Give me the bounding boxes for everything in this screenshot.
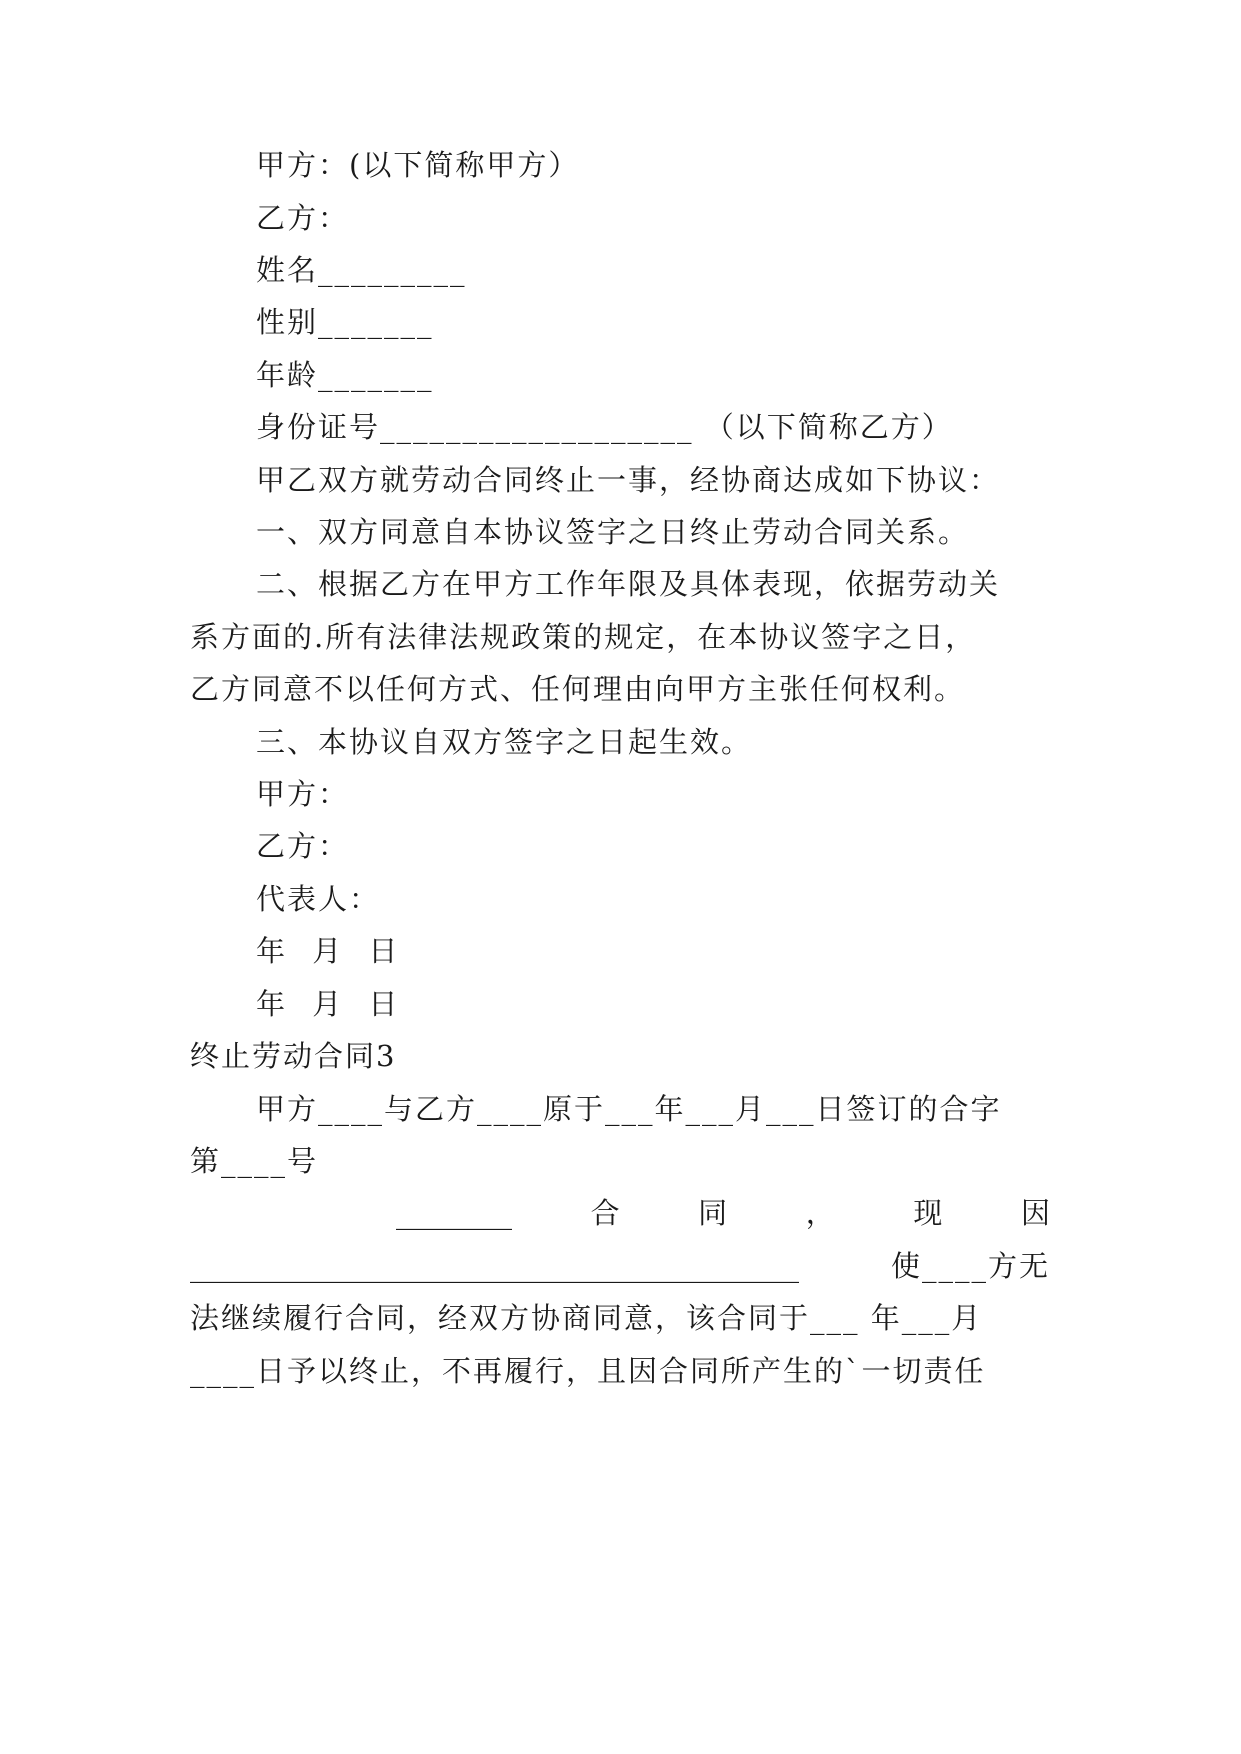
signature-party-b: 乙方： bbox=[256, 829, 350, 863]
contract-char: 合 bbox=[590, 1196, 620, 1230]
contract-line-4 bbox=[190, 1246, 1050, 1286]
agreement-intro: 甲乙双方就劳动合同终止一事，经协商达成如下协议： bbox=[256, 463, 1001, 497]
contract-char: 因 bbox=[1020, 1196, 1050, 1230]
section-title: 终止劳动合同3 bbox=[190, 1039, 397, 1073]
contract-char: 同 bbox=[698, 1196, 728, 1230]
name-line: 姓名_________ bbox=[256, 253, 467, 287]
clause-1: 一、双方同意自本协议签字之日终止劳动合同关系。 bbox=[256, 515, 970, 549]
contract-line-5: 法继续履行合同，经双方协商同意，该合同于___ 年___月 bbox=[190, 1301, 983, 1335]
clause-2-line-1: 二、根据乙方在甲方工作年限及具体表现，依据劳动关 bbox=[256, 567, 1001, 601]
clause-2-line-2: 系方面的.所有法律法规政策的规定，在本协议签字之日， bbox=[190, 620, 977, 654]
date-line-1: 年 月 日 bbox=[256, 934, 400, 968]
signature-party-a: 甲方： bbox=[256, 777, 350, 811]
contract-char: 现 bbox=[913, 1196, 943, 1230]
contract-char: ， bbox=[805, 1196, 835, 1230]
clause-3: 三、本协议自双方签字之日起生效。 bbox=[256, 725, 753, 759]
party-b-line: 乙方： bbox=[256, 201, 350, 235]
reason-blank: __________________________________________ bbox=[190, 1249, 799, 1283]
clause-2-line-3: 乙方同意不以任何方式、任何理由向甲方主张任何权利。 bbox=[190, 672, 966, 706]
contract-line-6: ____日予以终止，不再履行，且因合同所产生的`一切责任 bbox=[190, 1354, 986, 1388]
id-number-line: 身份证号___________________ （以下简称乙方） bbox=[256, 410, 953, 444]
party-a-line: 甲方：(以下简称甲方） bbox=[256, 148, 580, 182]
date-line-2: 年 月 日 bbox=[256, 987, 400, 1021]
contract-blank: ________ bbox=[396, 1196, 512, 1230]
contract-line-1: 甲方____与乙方____原于___年___月___日签订的合字 bbox=[256, 1092, 1002, 1126]
gender-line: 性别_______ bbox=[256, 305, 434, 339]
representative-line: 代表人： bbox=[256, 882, 381, 916]
age-line: 年龄_______ bbox=[256, 358, 434, 392]
contract-line-4-rest: 使____方无 bbox=[890, 1249, 1050, 1283]
contract-line-3 bbox=[396, 1193, 1050, 1233]
contract-line-2: 第____号 bbox=[190, 1144, 319, 1178]
